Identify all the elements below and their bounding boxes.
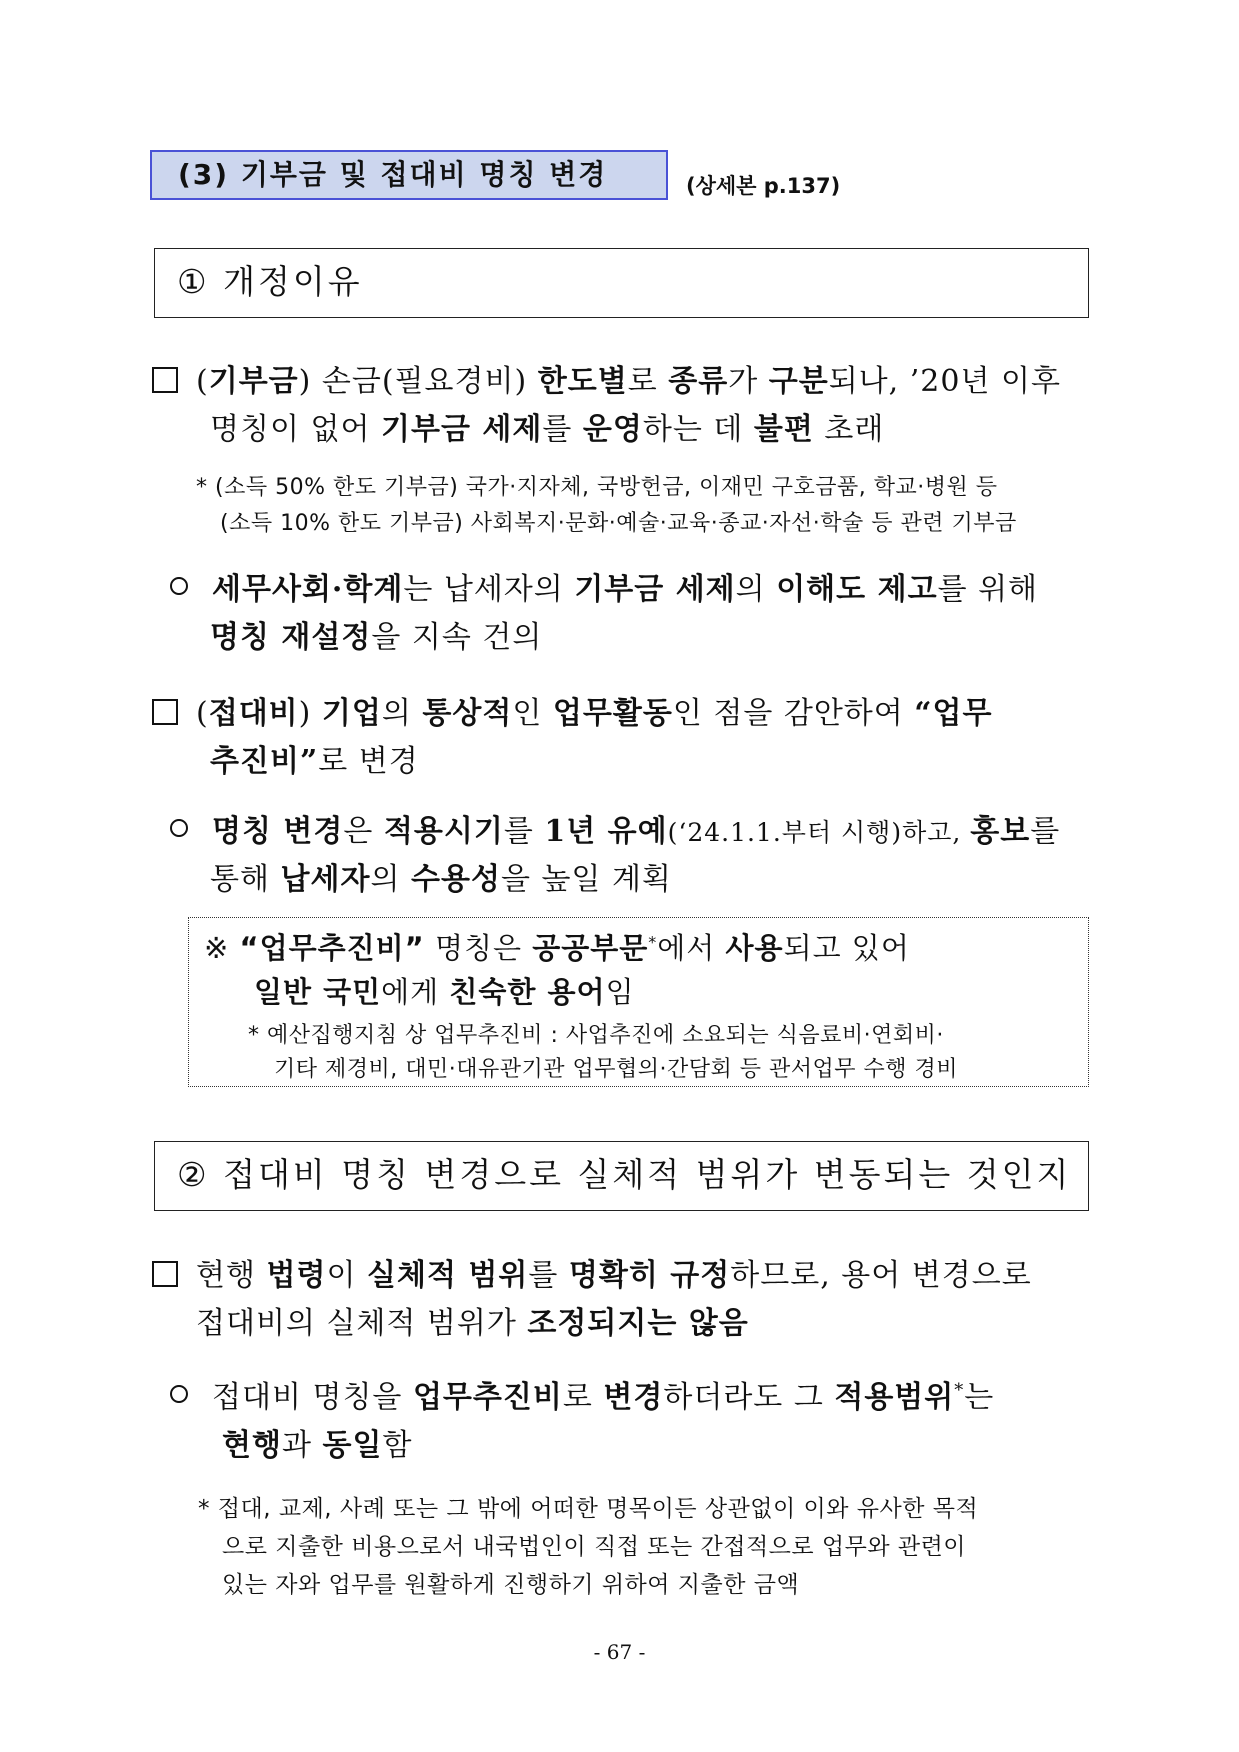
text: 되고 있어 — [783, 931, 910, 965]
paragraph-application-scope — [170, 1372, 994, 1416]
text-bold: 법령 — [266, 1258, 327, 1293]
asterisk: * — [648, 932, 658, 952]
text: 의 — [370, 862, 411, 897]
paragraph-entertainment — [152, 688, 993, 732]
reference-box-line1 — [204, 926, 910, 967]
text-bold: 적용시기 — [383, 814, 504, 849]
text: 하므로, 용어 변경으로 — [730, 1258, 1032, 1293]
text: 접대비 명칭을 — [212, 1380, 413, 1415]
text-bold: 추진비” — [210, 744, 319, 779]
paragraph-current-law — [152, 1250, 1032, 1294]
text-bold: 명칭 재설정 — [210, 620, 372, 655]
circle-bullet-icon — [170, 1385, 188, 1403]
text-bold: 기업 — [321, 696, 382, 731]
text: 은 — [343, 814, 384, 849]
paragraph-name-change — [170, 806, 1060, 850]
text: ( — [196, 696, 209, 731]
text-bold: 세무사회·학계 — [212, 572, 404, 607]
text: 로 변경 — [318, 744, 419, 779]
text-bold: 업무추진비 — [412, 1380, 563, 1415]
text: ) — [298, 696, 322, 731]
square-bullet-icon — [152, 367, 178, 393]
text-bold: 홍보 — [970, 814, 1031, 849]
text-bold: 이해도 제고 — [776, 572, 938, 607]
text-bold: 종류 — [668, 364, 729, 399]
text-bold: “업무 — [914, 696, 993, 731]
text: 를 — [528, 1258, 569, 1293]
paragraph-tax-society — [170, 564, 1038, 608]
text: 를 — [1030, 814, 1061, 849]
text-bold: 공공부문 — [532, 931, 649, 965]
section-title: (3) 기부금 및 접대비 명칭 변경 — [150, 150, 668, 200]
text: 로 — [627, 364, 669, 399]
footnote-line: 있는 자와 업무를 원활하게 진행하기 위하여 지출한 금액 — [222, 1572, 800, 1598]
text: 이 — [326, 1258, 367, 1293]
text: 로 — [562, 1380, 604, 1415]
text: 를 — [503, 814, 545, 849]
text: 를 위해 — [937, 572, 1039, 607]
text: 하더라도 그 — [663, 1380, 835, 1415]
text-bold: 조정되지는 않음 — [527, 1306, 749, 1341]
text: 통해 — [210, 862, 281, 897]
text-bold: 불편 — [753, 412, 814, 447]
text: 인 — [512, 696, 553, 731]
circle-bullet-icon — [170, 819, 188, 837]
heading-reason: ① 개정이유 — [154, 248, 1089, 318]
paragraph-donation — [152, 356, 1061, 400]
text-bold: 명확히 규정 — [568, 1258, 731, 1293]
text: 명칭이 없어 — [210, 412, 381, 447]
text-bold: 1년 유예 — [544, 814, 668, 849]
reference-box-note: 기타 제경비, 대민·대유관기관 업무협의·간담회 등 관서업무 수행 경비 — [274, 1057, 958, 1082]
text-bold: 변경 — [603, 1380, 664, 1415]
text-bold: 적용범위 — [834, 1380, 955, 1415]
heading-scope-change: ② 접대비 명칭 변경으로 실체적 범위가 변동되는 것인지 — [154, 1141, 1089, 1211]
text-bold: 친숙한 용어 — [449, 975, 606, 1009]
text: 가 — [728, 364, 769, 399]
text-bold: 실체적 범위 — [367, 1258, 529, 1293]
text: 되나, ’20년 이후 — [828, 364, 1061, 399]
text-bold: 운영 — [582, 412, 643, 447]
text: 는 납세자의 — [403, 572, 575, 607]
page-number: - 67 - — [593, 1640, 646, 1664]
footnote-line: (소득 10% 한도 기부금) 사회복지·문화·예술·교육·종교·자선·학술 등 관련 기부금 — [220, 511, 1017, 536]
circle-bullet-icon — [170, 577, 188, 595]
text: 을 지속 건의 — [371, 620, 543, 655]
text: 초래 — [813, 412, 885, 447]
reference-box-note: * 예산집행지침 상 업무추진비 : 사업추진에 소요되는 식음료비·연회비· — [248, 1023, 944, 1048]
reference-box-line2 — [254, 970, 635, 1011]
text: ※ — [204, 931, 240, 965]
text-bold: 동일 — [322, 1428, 383, 1463]
text-bold: 수용성 — [410, 862, 501, 897]
text: 의 — [381, 696, 423, 731]
footnote-line: 으로 지출한 비용으로서 내국법인이 직접 또는 간접적으로 업무와 관련이 — [222, 1534, 967, 1560]
text: 함 — [382, 1428, 413, 1463]
text: 에게 — [381, 975, 450, 1009]
text-bold: 현행 — [222, 1428, 282, 1463]
text: 과 — [281, 1428, 323, 1463]
text-bold: 통상적 — [422, 696, 513, 731]
text-bold: 기부금 세제 — [380, 412, 543, 447]
paragraph-tax-society-line2 — [210, 612, 542, 656]
square-bullet-icon — [152, 1261, 178, 1287]
text: (‘24.1.1.부터 시행)하고, — [667, 818, 971, 847]
footnote-line: * 접대, 교제, 사례 또는 그 밖에 어떠한 명목이든 상관없이 이와 유사한 목적 — [198, 1496, 979, 1522]
footnote-line: * (소득 50% 한도 기부금) 국가·지자체, 국방헌금, 이재민 구호금품, 학교·병원 등 — [196, 475, 998, 500]
text: 는 — [964, 1380, 995, 1415]
paragraph-entertainment-line2 — [210, 736, 419, 780]
paragraph-donation-line2 — [210, 404, 884, 448]
text: ( — [196, 364, 209, 399]
text-bold: 접대비 — [208, 696, 299, 731]
text-bold: 구분 — [768, 364, 829, 399]
text-bold: 납세자 — [280, 862, 371, 897]
text-bold: 일반 국민 — [254, 975, 382, 1009]
text: 의 — [735, 572, 777, 607]
text: 임 — [605, 975, 635, 1009]
text: 접대비의 실체적 범위가 — [196, 1306, 528, 1341]
text: 하는 데 — [642, 412, 754, 447]
text: 를 — [542, 412, 583, 447]
text: 인 점을 감안하여 — [672, 696, 915, 731]
text: 을 높일 계획 — [500, 862, 672, 897]
text: ) 손금(필요경비) — [298, 364, 538, 399]
text: 현행 — [196, 1258, 267, 1293]
paragraph-application-scope-line2 — [222, 1420, 412, 1464]
paragraph-current-law-line2 — [196, 1298, 749, 1342]
text-bold: 기부금 — [208, 364, 299, 399]
text-bold: “업무추진비” — [239, 931, 425, 965]
text-bold: 사용 — [725, 931, 784, 965]
text-bold: 업무활동 — [552, 696, 673, 731]
asterisk: * — [954, 1380, 965, 1401]
text-bold: 명칭 변경 — [212, 814, 344, 849]
square-bullet-icon — [152, 699, 178, 725]
section-reference: (상세본 p.137) — [686, 174, 841, 198]
text: 명칭은 — [424, 931, 533, 965]
text-bold: 한도별 — [537, 364, 628, 399]
text: 에서 — [657, 931, 726, 965]
text-bold: 기부금 세제 — [574, 572, 736, 607]
paragraph-name-change-line2 — [210, 854, 672, 898]
